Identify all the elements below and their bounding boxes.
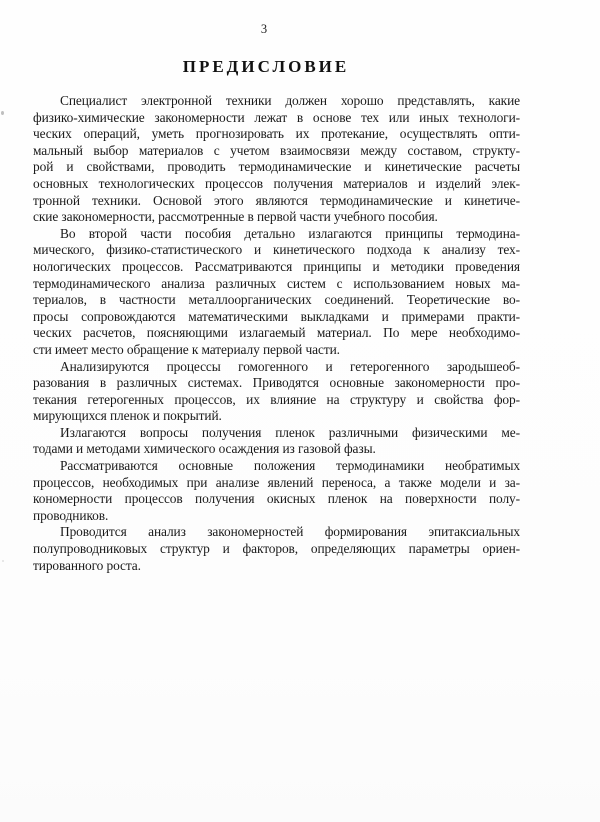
page-title: ПРЕДИСЛОВИЕ — [182, 57, 350, 76]
text-line: тированного роста. — [33, 557, 141, 573]
text-line: термодинамического анализа различных систем с использованием новых ма- — [33, 275, 520, 291]
text-line: физико-химические закономерности лежат в основе тех или иных технологи- — [33, 109, 520, 125]
text-line: тронной техники. Основой этого являются термодинамические и кинетиче- — [33, 192, 520, 208]
text-line: полупроводниковых структур и факторов, определяющих параметры ориен- — [33, 541, 520, 557]
text-line: тодами и методами химического осаждения из газовой фазы. — [33, 441, 376, 457]
preface-body-text — [33, 93, 520, 574]
scan-artifact-speck — [2, 560, 4, 562]
paragraph — [33, 524, 520, 574]
text-line: Во второй части пособия детально излагаются принципы термодина- — [60, 225, 520, 241]
text-line: Излагаются вопросы получения пленок различными физическими ме- — [60, 424, 520, 440]
text-line: Рассматриваются основные положения термодинамики необратимых — [60, 458, 520, 474]
text-line: Специалист электронной техники должен хорошо представлять, какие — [60, 93, 520, 108]
text-line: мальный выбор материалов с учетом взаимосвязи между составом, структу- — [33, 142, 520, 158]
paragraph — [33, 93, 520, 226]
paragraph — [33, 458, 520, 524]
text-line: нологических процессов. Рассматриваются принципы и методики проведения — [33, 258, 520, 274]
text-line: мического, физико-статистического и кинетического подхода к анализу тех- — [33, 242, 520, 258]
text-line: ческих операций, уметь прогнозировать их протекание, осуществлять опти- — [33, 126, 520, 142]
text-line: процессов, необходимых при анализе явлений переноса, а также модели и за- — [33, 474, 520, 490]
text-line: мирующихся пленок и покрытий. — [33, 408, 222, 424]
text-line: просы сопровождаются математическими выкладками и примерами практи- — [33, 308, 520, 324]
text-line: текания гетерогенных процессов, их влияние на структуру и свойства фор- — [33, 391, 520, 407]
text-line: ские закономерности, рассмотренные в первой части учебного пособия. — [33, 209, 438, 225]
paragraph — [33, 359, 520, 425]
text-line: териалов, в частности металлоорганических соединений. Теоретические во- — [33, 292, 520, 308]
text-line: проводников. — [33, 507, 109, 523]
text-line: разования в различных системах. Приводятся основные закономерности про- — [33, 375, 520, 391]
scan-artifact-speck — [1, 111, 4, 115]
text-line: ческих расчетов, поясняющими излагаемый материал. По мере необходимо- — [33, 325, 520, 341]
page-number: 3 — [260, 22, 268, 36]
text-line: рой и свойствами, проводить термодинамические и кинетические расчеты — [33, 159, 520, 175]
text-line: Проводится анализ закономерностей формирования эпитаксиальных — [60, 524, 520, 540]
paragraph — [33, 425, 520, 458]
text-line: сти имеет место обращение к материалу первой части. — [33, 341, 340, 357]
text-line: Анализируются процессы гомогенного и гетерогенного зародышеоб- — [60, 358, 520, 374]
text-line: основных технологических процессов получения материалов и изделий элек- — [33, 175, 520, 191]
text-line: кономерности процессов получения окисных пленок на поверхности полу- — [33, 491, 520, 507]
paragraph — [33, 226, 520, 359]
